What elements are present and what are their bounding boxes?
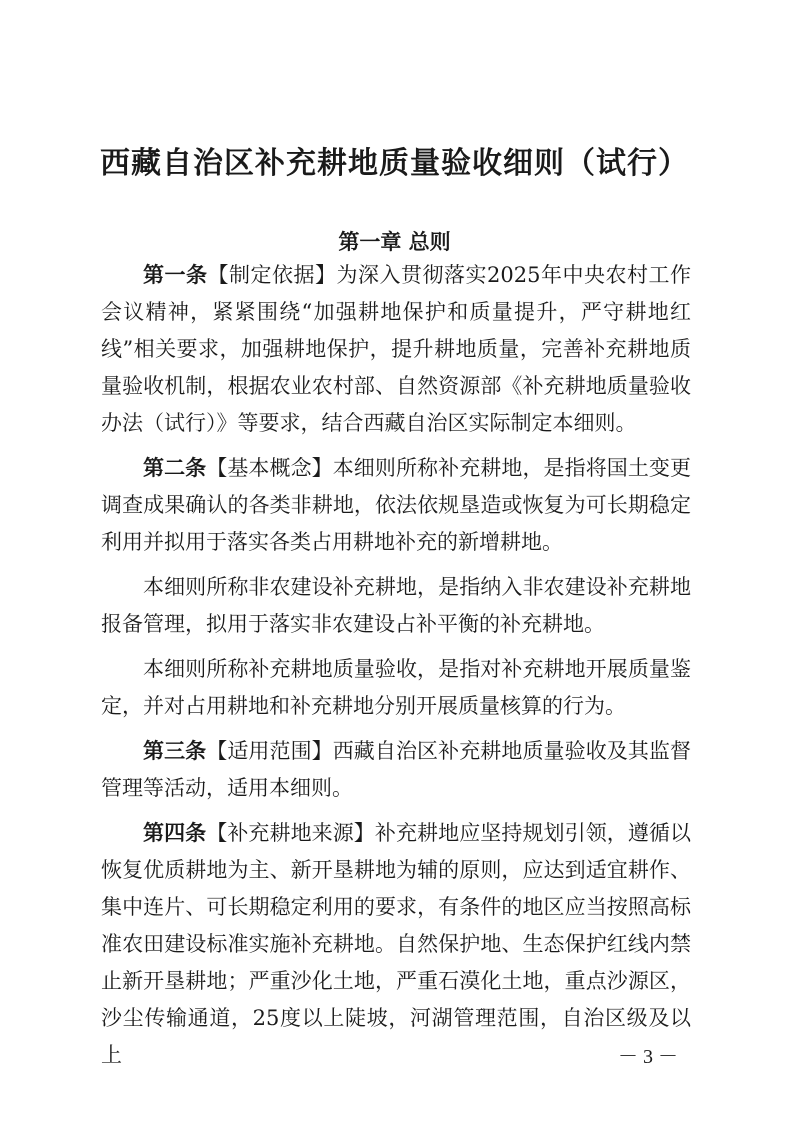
article-label: 第三条 [143, 739, 207, 763]
paragraph-nonagri-definition [101, 569, 691, 643]
article-label: 第一条 [143, 263, 208, 287]
page-number: － 3 － [618, 1046, 678, 1068]
paragraph-text: 【基本概念】本细则所称补充耕地，是指将国土变更调查成果确认的各类非耕地，依法依规垦造或恢复为可长期稳定利用并拟用于落实各类占用耕地补充的新增耕地。 [101, 456, 692, 554]
paragraph-acceptance-definition [101, 651, 691, 725]
paragraph-text: 本细则所称补充耕地质量验收，是指对补充耕地开展质量鉴定，并对占用耕地和补充耕地分别开展质量核算的行为。 [101, 657, 691, 718]
paragraph-text: 【补充耕地来源】补充耕地应坚持规划引领，遵循以恢复优质耕地为主、新开垦耕地为辅的原则，应达到适宜耕作、集中连片、可长期稳定利用的要求，有条件的地区应当按照高标准农田建设标准实施补充耕地。自然保护地、生态保护红线内禁止新开垦耕地；严重沙化土地，严重石漠化土地，重点沙源区，沙尘传输通道，25度以上陡坡，河湖管理范围，自治区级及以上 [101, 821, 692, 1067]
paragraph-text: 本细则所称非农建设补充耕地，是指纳入非农建设补充耕地报备管理，拟用于落实非农建设占补平衡的补充耕地。 [101, 575, 691, 636]
article-label: 第二条 [143, 456, 207, 480]
chapter-heading: 第一章 总则 [338, 230, 451, 254]
article-label: 第四条 [143, 821, 207, 845]
paragraph-article-1 [101, 257, 691, 442]
document-title: 西藏自治区补充耕地质量验收细则（试行） [100, 146, 689, 181]
paragraph-text: 【适用范围】西藏自治区补充耕地质量验收及其监督管理等活动，适用本细则。 [101, 739, 692, 800]
paragraph-article-4 [101, 815, 691, 1074]
paragraph-article-2 [101, 450, 691, 561]
paragraph-text: 【制定依据】为深入贯彻落实2025年中央农村工作会议精神，紧紧围绕“加强耕地保护和质量提升，严守耕地红线”相关要求，加强耕地保护，提升耕地质量，完善补充耕地质量验收机制，根据农业农村部、自然资源部《补充耕地质量验收办法（试行）》等要求，结合西藏自治区实际制定本细则。 [101, 263, 691, 435]
document-body [101, 257, 691, 1082]
paragraph-article-3 [101, 733, 691, 807]
